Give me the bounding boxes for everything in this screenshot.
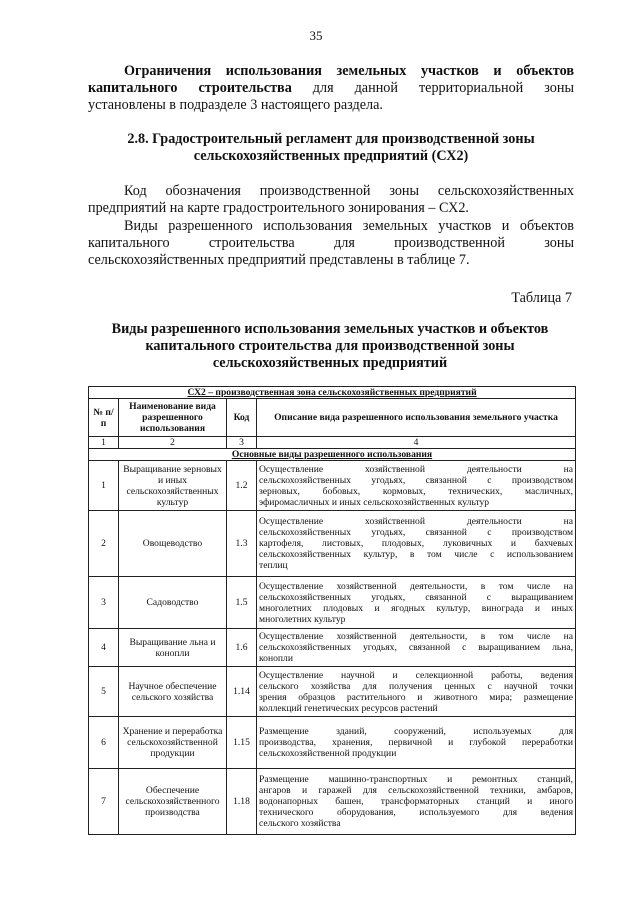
row-desc: [257, 511, 576, 577]
table-title: [70, 321, 590, 372]
table-row: [89, 511, 576, 577]
row-num: 6: [89, 717, 119, 769]
row-desc: [257, 769, 576, 835]
index-cell: 4: [257, 437, 576, 449]
row-num: 4: [89, 629, 119, 667]
desc-line: многолетних плодовых и ягодных культур, винограда и иных: [259, 602, 574, 614]
row-code: 1.18: [227, 769, 257, 835]
row-num: 1: [89, 461, 119, 511]
row-desc: [257, 717, 576, 769]
desc-line: сельскохозяйственных угодьях, связанной с выращиванием: [259, 591, 574, 603]
body-p2-line-1: Виды разрешенного использования земельных участков и объектов: [124, 218, 574, 234]
row-code: 1.14: [227, 667, 257, 717]
regulation-table: [88, 386, 576, 835]
row-code: 1.6: [227, 629, 257, 667]
intro-line-3: установлены в подразделе 3 настоящего раздела.: [88, 97, 383, 113]
desc-line: зерновых, бобовых, кормовых, технических, масличных,: [259, 485, 574, 497]
table-header-row: [89, 399, 576, 437]
body-p1-line-1: Код обозначения производственной зоны сельскохозяйственных: [124, 183, 574, 199]
row-num: 3: [89, 577, 119, 629]
row-name: Обеспечение сельскохозяйственного производства: [119, 769, 227, 835]
desc-line: Размещение машинно-транспортных и ремонтных станций,: [259, 774, 574, 785]
desc-line: сельскохозяйственных культур, в том числе с использованием: [259, 549, 574, 560]
row-name: Хранение и переработка сельскохозяйственной продукции: [119, 717, 227, 769]
table-zone-header-row: [89, 387, 576, 399]
intro-line-2-bold: капитального строительства: [88, 80, 292, 96]
desc-line: сельскохозяйственных угодьях, связанной с производством: [259, 527, 574, 538]
body-paragraph-2: [88, 218, 574, 269]
body-paragraph-1: [88, 183, 574, 217]
row-desc: [257, 629, 576, 667]
table-title-line-3: сельскохозяйственных предприятий: [212, 355, 448, 371]
desc-line: теплиц: [259, 560, 288, 571]
section-title-line-1: 2.8. Градостроительный регламент для производственной зоны: [127, 131, 535, 147]
desc-line: коллекций генетических ресурсов растений: [259, 702, 438, 714]
row-num: 5: [89, 667, 119, 717]
index-cell: 2: [119, 437, 227, 449]
desc-line: зрения образцов растительного и животного мира; размещение: [259, 691, 574, 703]
table-row: [89, 461, 576, 511]
desc-line: конопли: [259, 653, 293, 664]
desc-line: производства, хранения, первичной и глубокой переработки: [259, 737, 574, 748]
desc-line: технического оборудования, используемого для ведения: [259, 807, 574, 818]
table-title-line-1: Виды разрешенного использования земельных участков и объектов: [111, 321, 549, 337]
desc-line: сельского хозяйства: [259, 818, 341, 829]
desc-line: сельскохозяйственных угодьях, связанной с производством: [259, 474, 574, 486]
row-desc: [257, 667, 576, 717]
desc-line: сельского хозяйства для получения ценных с научной точки: [259, 680, 574, 692]
table-index-row: [89, 437, 576, 449]
intro-line-2-rest: для данной территориальной зоны: [291, 80, 574, 96]
col-header-desc: Описание вида разрешенного использования земельного участка: [257, 399, 576, 437]
row-name: Научное обеспечение сельского хозяйства: [119, 667, 227, 717]
table-row: [89, 667, 576, 717]
desc-line: картофеля, листовых, плодовых, луковичных и бахчевых: [259, 538, 574, 549]
table-row: [89, 717, 576, 769]
desc-line: Осуществление хозяйственной деятельности, в том числе на: [259, 580, 574, 592]
desc-line: эфиромасличных и иных сельскохозяйственных культур: [259, 496, 490, 508]
page-number: 35: [309, 28, 323, 43]
desc-line: ангаров и гаражей для сельскохозяйственной техники, амбаров,: [259, 785, 574, 796]
desc-line: Осуществление хозяйственной деятельности на: [259, 516, 574, 527]
table-row: [89, 629, 576, 667]
row-name: Садоводство: [119, 577, 227, 629]
row-code: 1.2: [227, 461, 257, 511]
row-desc: [257, 577, 576, 629]
row-num: 7: [89, 769, 119, 835]
row-num: 2: [89, 511, 119, 577]
col-header-name: Наименование вида разрешенного использования: [119, 399, 227, 437]
row-name: Выращивание зерновых и иных сельскохозяйственных культур: [119, 461, 227, 511]
row-code: 1.15: [227, 717, 257, 769]
index-cell: 1: [89, 437, 119, 449]
col-header-num: № п/п: [89, 399, 119, 437]
desc-line: Осуществление научной и селекционной работы, ведения: [259, 669, 574, 681]
table-row: [89, 769, 576, 835]
body-p2-line-3: сельскохозяйственных предприятий представлены в таблице 7.: [88, 252, 470, 268]
intro-line-2: [88, 80, 574, 97]
row-desc: [257, 461, 576, 511]
table-group-row: [89, 449, 576, 461]
intro-paragraph: [88, 63, 574, 114]
desc-line: Осуществление хозяйственной деятельности на: [259, 463, 574, 475]
desc-line: многолетних культур: [259, 613, 346, 625]
index-cell: 3: [227, 437, 257, 449]
row-name: Овощеводство: [119, 511, 227, 577]
section-title: [88, 131, 574, 165]
group-main-label: Основные виды разрешенного использования: [89, 449, 576, 461]
row-code: 1.5: [227, 577, 257, 629]
row-name: Выращивание льна и конопли: [119, 629, 227, 667]
desc-line: Осуществление хозяйственной деятельности, в том числе на: [259, 631, 574, 642]
table-row: [89, 577, 576, 629]
body-p1-line-2: предприятий на карте градостроительного зонирования – СХ2.: [88, 200, 469, 216]
table-title-line-2: капитального строительства для производственной зоны: [145, 338, 515, 354]
desc-line: сельскохозяйственной продукции: [259, 748, 397, 759]
desc-line: водонапорных башен, трансформаторных станций и иного: [259, 796, 574, 807]
intro-line-1: Ограничения использования земельных участков и объектов: [124, 63, 574, 79]
section-title-line-2: сельскохозяйственных предприятий (СХ2): [193, 148, 469, 164]
table-label: Таблица 7: [511, 290, 572, 306]
table-zone-header: СХ2 – производственная зона сельскохозяйственных предприятий: [89, 387, 576, 399]
col-header-code: Код: [227, 399, 257, 437]
body-p2-line-2: капитального строительства для производственной зоны: [88, 235, 574, 251]
row-code: 1.3: [227, 511, 257, 577]
desc-line: Размещение зданий, сооружений, используемых для: [259, 726, 574, 737]
desc-line: сельскохозяйственных угодьях, связанной с выращиванием льна,: [259, 642, 574, 653]
